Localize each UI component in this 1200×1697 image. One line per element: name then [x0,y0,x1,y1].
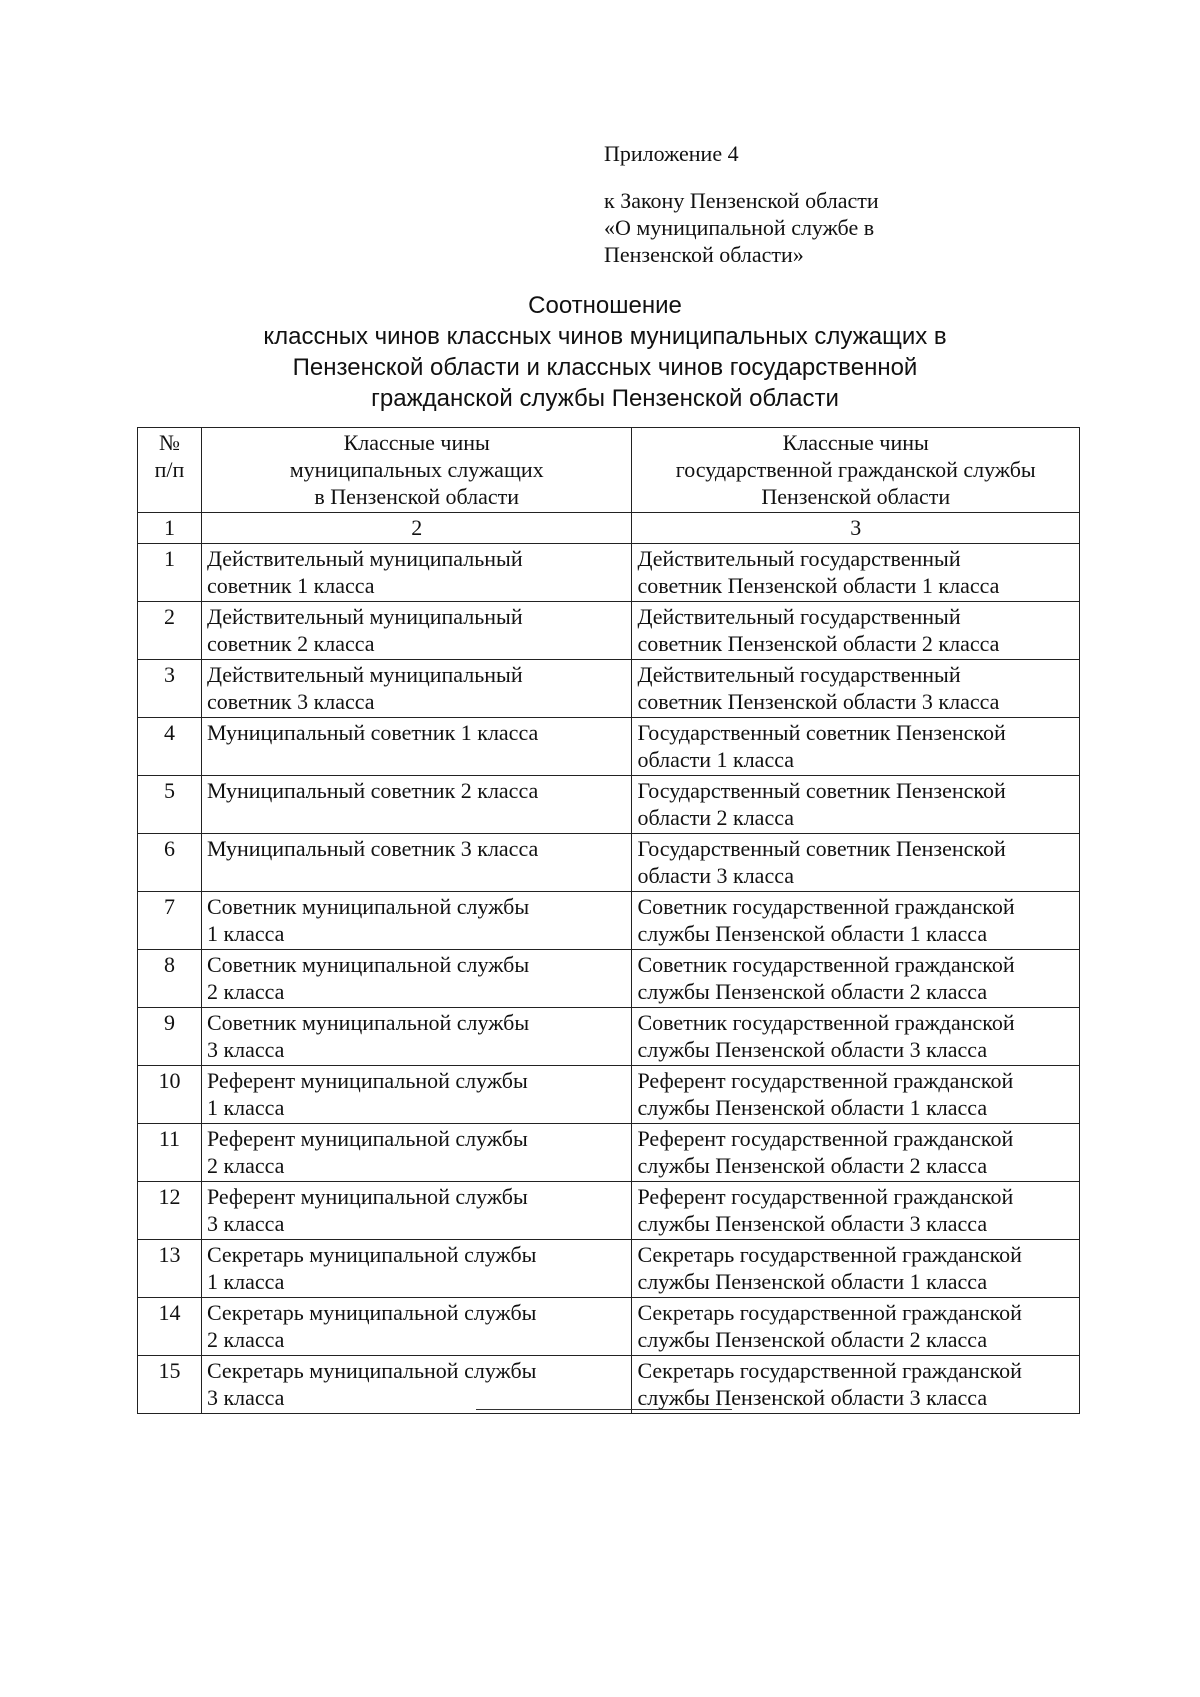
row-number: 14 [138,1298,202,1356]
column-number-3: 3 [632,513,1080,544]
state-rank-cell [632,1240,1080,1298]
municipal-rank-cell [201,950,632,1008]
municipal-rank-line: Действительный муниципальный [206,662,523,687]
header-state-line3: Пензенской области [761,484,951,509]
header-number-line1: № [158,430,180,455]
appendix-gap [604,167,879,187]
table-body [138,544,1080,1414]
municipal-rank-line: Советник муниципальной службы [206,894,530,919]
ranks-correspondence-table [137,427,1080,1414]
header-state-line1: Классные чины [782,430,929,455]
state-rank-line: службы Пензенской области 1 класса [637,921,988,946]
state-rank-line: службы Пензенской области 1 класса [637,1095,988,1120]
state-rank-line: области 2 класса [637,805,795,830]
header-municipal-line1: Классные чины [343,430,490,455]
appendix-law-line: к Закону Пензенской области [604,188,879,213]
appendix-number: Приложение 4 [604,141,739,166]
state-rank-cell [632,718,1080,776]
state-rank-line: Государственный советник Пензенской [637,720,1006,745]
table-header-row [138,428,1080,513]
state-rank-cell [632,1182,1080,1240]
row-number: 3 [138,660,202,718]
table-row [138,1008,1080,1066]
appendix-block [604,140,879,268]
state-rank-line: советник Пензенской области 2 класса [637,631,1000,656]
municipal-rank-cell [201,1066,632,1124]
state-rank-cell [632,1298,1080,1356]
municipal-rank-line: Секретарь муниципальной службы [206,1242,537,1267]
municipal-rank-cell [201,1356,632,1414]
state-rank-line: Референт государственной гражданской [637,1068,1014,1093]
column-numbers-row [138,513,1080,544]
column-number-2: 2 [201,513,632,544]
municipal-rank-line: советник 1 класса [206,573,375,598]
municipal-rank-line: Муниципальный советник 2 класса [206,778,539,803]
municipal-rank-line: Секретарь муниципальной службы [206,1358,537,1383]
municipal-rank-line: 2 класса [206,1327,285,1352]
row-number: 7 [138,892,202,950]
municipal-rank-cell [201,1124,632,1182]
municipal-rank-line: 2 класса [206,979,285,1004]
municipal-rank-cell [201,660,632,718]
municipal-rank-line: 3 класса [206,1385,285,1410]
state-rank-line: советник Пензенской области 1 класса [637,573,1000,598]
header-number-line2: п/п [154,457,185,482]
table-row [138,544,1080,602]
state-rank-line: службы Пензенской области 3 класса [637,1385,988,1410]
state-rank-line: области 3 класса [637,863,795,888]
row-number: 1 [138,544,202,602]
header-municipal-line2: муниципальных служащих [289,457,544,482]
municipal-rank-line: Советник муниципальной службы [206,1010,530,1035]
state-rank-line: Государственный советник Пензенской [637,836,1006,861]
table-row [138,1240,1080,1298]
table-row [138,1356,1080,1414]
state-rank-cell [632,1356,1080,1414]
row-number: 6 [138,834,202,892]
header-state-line2: государственной гражданской службы [675,457,1036,482]
state-rank-cell [632,544,1080,602]
state-rank-line: Секретарь государственной гражданской [637,1358,1022,1383]
municipal-rank-line: 3 класса [206,1211,285,1236]
state-rank-line: Референт государственной гражданской [637,1126,1014,1151]
end-divider-line [476,1409,732,1410]
row-number: 8 [138,950,202,1008]
state-rank-line: Советник государственной гражданской [637,1010,1015,1035]
state-rank-cell [632,776,1080,834]
state-rank-cell [632,834,1080,892]
state-rank-line: Секретарь государственной гражданской [637,1300,1022,1325]
table-row [138,1298,1080,1356]
table-row [138,718,1080,776]
municipal-rank-line: 1 класса [206,1095,285,1120]
row-number: 10 [138,1066,202,1124]
municipal-rank-cell [201,1182,632,1240]
title-line-1: Соотношение [528,292,682,319]
municipal-rank-line: Советник муниципальной службы [206,952,530,977]
municipal-rank-cell [201,1008,632,1066]
municipal-rank-line: 1 класса [206,1269,285,1294]
row-number: 4 [138,718,202,776]
table-row [138,892,1080,950]
municipal-rank-cell [201,834,632,892]
state-rank-line: области 1 класса [637,747,795,772]
municipal-rank-line: 3 класса [206,1037,285,1062]
municipal-rank-line: 2 класса [206,1153,285,1178]
header-municipal-ranks [201,428,632,513]
row-number: 2 [138,602,202,660]
state-rank-line: советник Пензенской области 3 класса [637,689,1000,714]
municipal-rank-line: 1 класса [206,921,285,946]
state-rank-line: Советник государственной гражданской [637,894,1015,919]
table-row [138,602,1080,660]
municipal-rank-line: советник 2 класса [206,631,375,656]
title-line-2: классных чинов классных чинов муниципальных служащих в [263,323,947,350]
municipal-rank-line: Референт муниципальной службы [206,1184,528,1209]
state-rank-cell [632,1008,1080,1066]
table-row [138,660,1080,718]
appendix-law-name-line2: Пензенской области» [604,242,804,267]
state-rank-cell [632,950,1080,1008]
state-rank-cell [632,602,1080,660]
state-rank-cell [632,892,1080,950]
table-row [138,776,1080,834]
state-rank-cell [632,660,1080,718]
row-number: 9 [138,1008,202,1066]
table-row [138,1066,1080,1124]
title-line-4: гражданской службы Пензенской области [371,385,839,412]
table-row [138,1182,1080,1240]
state-rank-line: Референт государственной гражданской [637,1184,1014,1209]
municipal-rank-cell [201,544,632,602]
municipal-rank-line: Муниципальный советник 1 класса [206,720,539,745]
state-rank-line: службы Пензенской области 2 класса [637,979,988,1004]
row-number: 15 [138,1356,202,1414]
municipal-rank-cell [201,602,632,660]
municipal-rank-cell [201,1298,632,1356]
state-rank-line: Государственный советник Пензенской [637,778,1006,803]
state-rank-line: службы Пензенской области 2 класса [637,1327,988,1352]
header-state-ranks [632,428,1080,513]
state-rank-line: Действительный государственный [637,662,961,687]
municipal-rank-line: советник 3 класса [206,689,375,714]
state-rank-line: Действительный государственный [637,604,961,629]
municipal-rank-cell [201,892,632,950]
row-number: 13 [138,1240,202,1298]
municipal-rank-cell [201,718,632,776]
row-number: 11 [138,1124,202,1182]
header-municipal-line3: в Пензенской области [314,484,520,509]
state-rank-line: Советник государственной гражданской [637,952,1015,977]
state-rank-line: службы Пензенской области 3 класса [637,1037,988,1062]
municipal-rank-line: Референт муниципальной службы [206,1126,528,1151]
document-title [130,290,1080,414]
table-row [138,1124,1080,1182]
state-rank-cell [632,1066,1080,1124]
municipal-rank-line: Муниципальный советник 3 класса [206,836,539,861]
municipal-rank-line: Действительный муниципальный [206,546,523,571]
state-rank-line: службы Пензенской области 3 класса [637,1211,988,1236]
state-rank-line: службы Пензенской области 1 класса [637,1269,988,1294]
state-rank-cell [632,1124,1080,1182]
municipal-rank-line: Секретарь муниципальной службы [206,1300,537,1325]
state-rank-line: службы Пензенской области 2 класса [637,1153,988,1178]
municipal-rank-line: Действительный муниципальный [206,604,523,629]
municipal-rank-cell [201,1240,632,1298]
municipal-rank-line: Референт муниципальной службы [206,1068,528,1093]
state-rank-line: Действительный государственный [637,546,961,571]
row-number: 12 [138,1182,202,1240]
appendix-law-name-line1: «О муниципальной службе в [604,215,875,240]
state-rank-line: Секретарь государственной гражданской [637,1242,1022,1267]
header-number [138,428,202,513]
title-line-3: Пензенской области и классных чинов государственной [292,354,918,381]
table-row [138,834,1080,892]
table-row [138,950,1080,1008]
municipal-rank-cell [201,776,632,834]
row-number: 5 [138,776,202,834]
column-number-1: 1 [138,513,202,544]
